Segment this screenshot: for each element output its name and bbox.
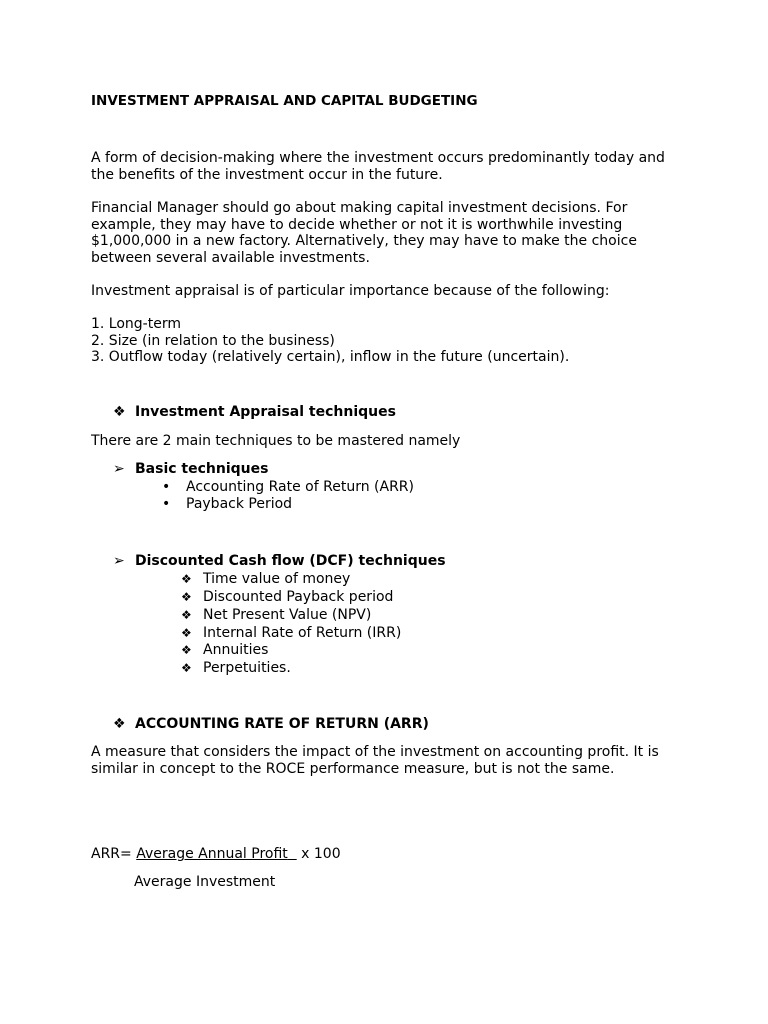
list-item — [181, 589, 393, 606]
list-item — [162, 479, 414, 496]
techniques-heading-text: Investment Appraisal techniques — [135, 404, 396, 420]
decision-line-1: Financial Manager should go about making capital investment decisions. For — [91, 200, 628, 216]
arr-line-2: similar in concept to the ROCE performance measure, but is not the same. — [91, 760, 615, 777]
arr-paragraph — [91, 744, 681, 777]
formula-multiplier: x 100 — [301, 846, 341, 862]
basic-techniques-heading — [113, 461, 268, 478]
techniques-intro: There are 2 main techniques to be mastered namely — [91, 433, 461, 449]
importance-list — [91, 316, 681, 366]
list-item: 2. Size (in relation to the business) — [91, 332, 335, 349]
bullet-icon: • — [162, 496, 171, 512]
diamond-bullet-icon: ❖ — [181, 661, 192, 675]
list-item-text: Internal Rate of Return (IRR) — [203, 625, 402, 641]
list-item — [181, 607, 371, 624]
list-item-text: Annuities — [203, 642, 269, 658]
basic-techniques-text: Basic techniques — [135, 461, 269, 477]
decision-line-3: $1,000,000 in a new factory. Alternatively, they may have to make the choice — [91, 233, 637, 250]
list-item: 1. Long-term — [91, 316, 181, 332]
techniques-heading — [113, 404, 396, 421]
diamond-bullet-icon: ❖ — [113, 716, 126, 732]
intro-line-2: the benefits of the investment occur in the future. — [91, 166, 443, 183]
importance-paragraph: Investment appraisal is of particular importance because of the following: — [91, 283, 610, 299]
list-item-text: Perpetuities. — [203, 660, 291, 676]
diamond-bullet-icon: ❖ — [181, 572, 192, 586]
list-item-text: Discounted Payback period — [203, 589, 394, 605]
arrow-bullet-icon: ➢ — [113, 553, 125, 569]
diamond-bullet-icon: ❖ — [181, 643, 192, 657]
diamond-bullet-icon: ❖ — [113, 404, 126, 420]
list-item — [181, 571, 350, 588]
arr-heading-text: ACCOUNTING RATE OF RETURN (ARR) — [135, 716, 429, 732]
formula-denominator: Average Investment — [134, 874, 276, 890]
decision-line-2: example, they may have to decide whether or not it is worthwhile investing — [91, 216, 623, 233]
document-title: INVESTMENT APPRAISAL AND CAPITAL BUDGETING — [91, 93, 478, 109]
list-item — [181, 642, 268, 659]
list-item-text: Accounting Rate of Return (ARR) — [186, 479, 414, 495]
intro-line-1: A form of decision-making where the investment occurs predominantly today and — [91, 150, 665, 166]
intro-paragraph — [91, 150, 681, 183]
arr-heading — [113, 716, 429, 733]
decision-paragraph — [91, 200, 681, 266]
diamond-bullet-icon: ❖ — [181, 590, 192, 604]
diamond-bullet-icon: ❖ — [181, 608, 192, 622]
arr-formula — [91, 846, 341, 863]
decision-line-4: between several available investments. — [91, 249, 370, 266]
list-item — [181, 660, 291, 677]
list-item — [181, 625, 401, 642]
diamond-bullet-icon: ❖ — [181, 626, 192, 640]
arrow-bullet-icon: ➢ — [113, 461, 125, 477]
formula-prefix: ARR= — [91, 846, 132, 862]
arr-line-1: A measure that considers the impact of the investment on accounting profit. It is — [91, 744, 659, 760]
list-item: 3. Outflow today (relatively certain), inflow in the future (uncertain). — [91, 349, 570, 366]
list-item-text: Payback Period — [186, 496, 293, 512]
bullet-icon: • — [162, 479, 171, 495]
dcf-techniques-text: Discounted Cash flow (DCF) techniques — [135, 553, 446, 569]
formula-numerator-text: Average Annual Profit — [136, 846, 288, 862]
list-item — [162, 496, 292, 513]
list-item-text: Net Present Value (NPV) — [203, 607, 372, 623]
dcf-techniques-heading — [113, 553, 446, 570]
list-item-text: Time value of money — [203, 571, 351, 587]
formula-numerator — [136, 846, 296, 862]
